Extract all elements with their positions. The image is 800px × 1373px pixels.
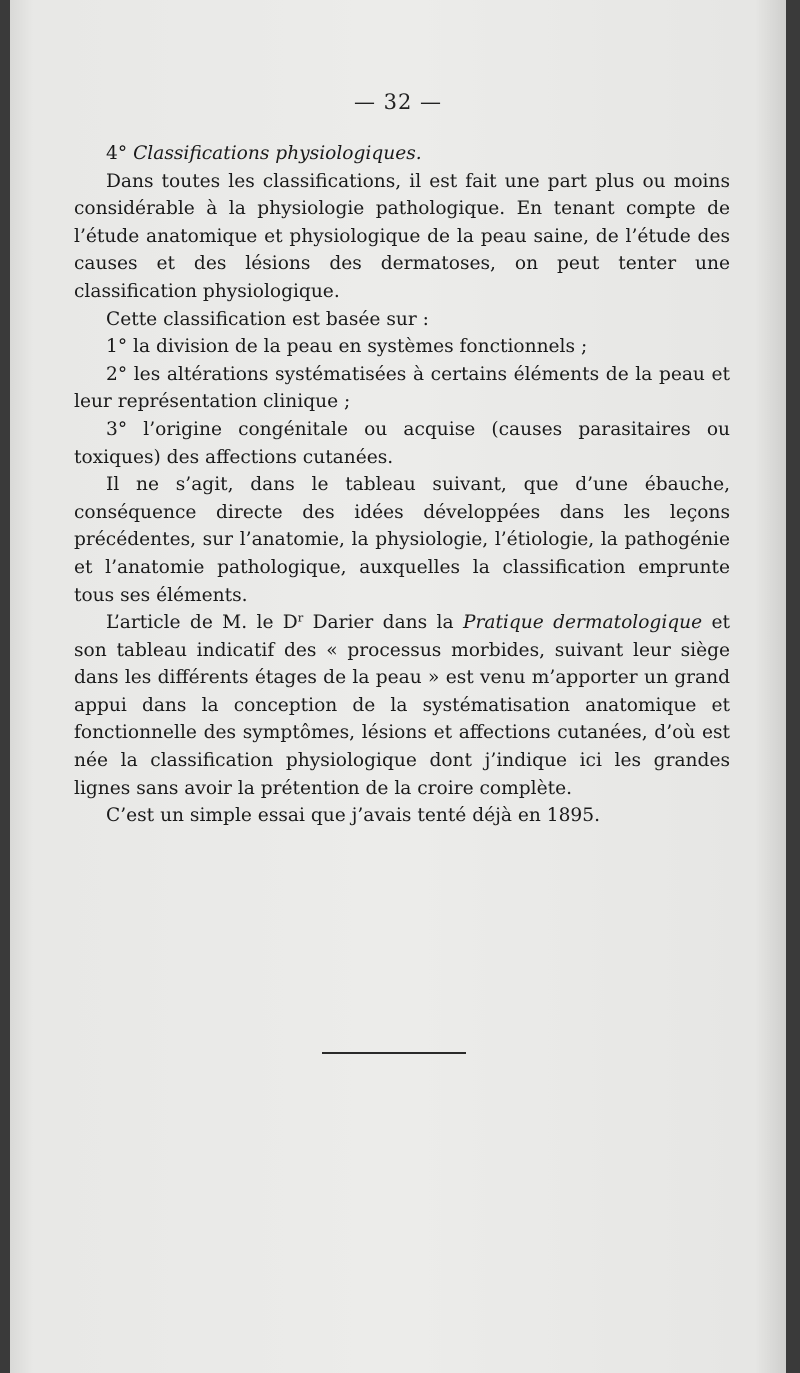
book-title: Pratique dermatologique xyxy=(462,612,703,634)
paragraph-basis: Cette classification est basée sur : xyxy=(106,308,429,330)
document-page xyxy=(10,0,786,1373)
doctor-superscript: r xyxy=(297,610,304,625)
end-rule xyxy=(322,1052,466,1054)
paragraph-darier xyxy=(74,609,730,802)
list-item-2: 2° les altérations systématisées à certains éléments de la peau et leur représentation clinique ; xyxy=(74,363,730,413)
paragraph-sketch: Il ne s’agit, dans le tableau suivant, que d’une ébauche, conséquence directe des idées développées dans les leçons précédentes, sur l’anatomie, la physiologie, l’étiologie, la pathogénie et l’anatomie pathologique, auxquelles la classification emprunte tous ses éléments. xyxy=(74,474,730,606)
page-number: — 32 — xyxy=(353,90,443,114)
list-item-3: 3° l’origine congénitale ou acquise (causes parasitaires ou toxiques) des affections cutanées. xyxy=(74,418,730,468)
section-number: 4° xyxy=(106,143,128,164)
paragraph-darier-part-c: et son tableau indicatif des « processus morbides, suivant leur siège dans les différents étages de la peau » est venu m’apporter un grand appui dans la conception de la systématisation anatomique et fonctionnelle des symptômes, lésions et affections cutanées, d’où est née la classification physiologique dont j’indique ici les grandes lignes sans avoir la prétention de la croire complète. xyxy=(74,612,730,799)
paragraph-intro: Dans toutes les classifications, il est fait une part plus ou moins considérable à la physiologie pathologique. En tenant compte de l’étude anatomique et physiologique de la peau saine, de l’étude des causes et des lésions des dermatoses, on peut tenter une classification physiologique. xyxy=(74,170,730,302)
paragraph-darier-part-b: Darier dans la xyxy=(303,612,463,634)
paragraph-essay: C’est un simple essai que j’avais tenté déjà en 1895. xyxy=(106,805,601,827)
section-title: Classifications physiologiques. xyxy=(133,143,422,164)
page-body xyxy=(74,140,730,830)
section-heading xyxy=(74,140,730,168)
paragraph-darier-part-a: L’article de M. le D xyxy=(106,612,298,634)
list-item-1: 1° la division de la peau en systèmes fonctionnels ; xyxy=(106,336,588,358)
